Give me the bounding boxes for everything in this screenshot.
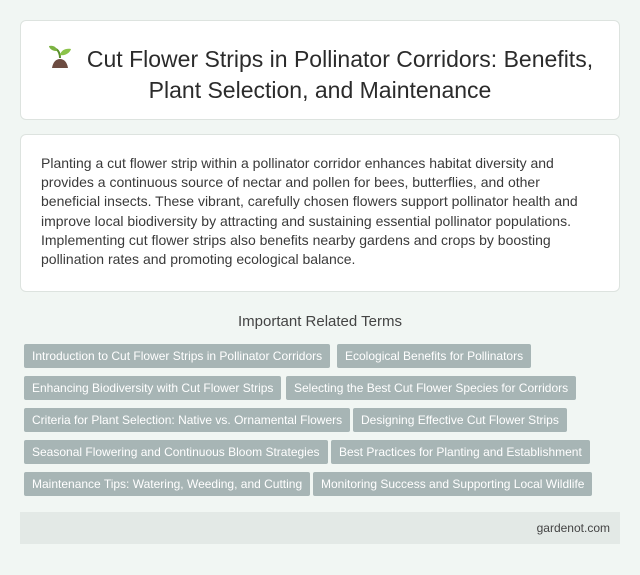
related-term-tag[interactable]: Seasonal Flowering and Continuous Bloom Strategies: [24, 440, 328, 464]
related-term-tag[interactable]: Monitoring Success and Supporting Local Wildlife: [313, 472, 592, 496]
related-term-tag[interactable]: Criteria for Plant Selection: Native vs. Ornamental Flowers: [24, 408, 350, 432]
related-term-tag[interactable]: Selecting the Best Cut Flower Species for Corridors: [286, 376, 576, 400]
related-term-tag[interactable]: Introduction to Cut Flower Strips in Pollinator Corridors: [24, 344, 330, 368]
related-term-tag[interactable]: Ecological Benefits for Pollinators: [337, 344, 531, 368]
footer-site-link[interactable]: gardenot.com: [536, 521, 610, 535]
footer: [20, 512, 620, 544]
page-title-text: Cut Flower Strips in Pollinator Corridors: Benefits, Plant Selection, and Maintenance: [86, 46, 594, 103]
related-term-tag[interactable]: Enhancing Biodiversity with Cut Flower Strips: [24, 376, 281, 400]
related-term-tag[interactable]: Best Practices for Planting and Establishment: [331, 440, 590, 464]
page-title: [21, 44, 619, 106]
related-terms-heading: Important Related Terms: [238, 313, 402, 330]
intro-card: [20, 134, 620, 292]
related-term-tag[interactable]: Designing Effective Cut Flower Strips: [353, 408, 567, 432]
title-card: [20, 20, 620, 120]
intro-paragraph: Planting a cut flower strip within a pollinator corridor enhances habitat diversity and provides a continuous source of nectar and pollen for bees, butterflies, and other beneficial insects. These vibrant, carefully chosen flowers support pollinator health and improve local biodiversity by attracting and sustaining essential pollinator populations. Implementing cut flower strips also benefits nearby gardens and crops by boosting pollination rates and promoting ecological balance.: [41, 155, 578, 268]
related-term-tag[interactable]: Maintenance Tips: Watering, Weeding, and Cutting: [24, 472, 310, 496]
sprout-icon: [47, 45, 73, 69]
